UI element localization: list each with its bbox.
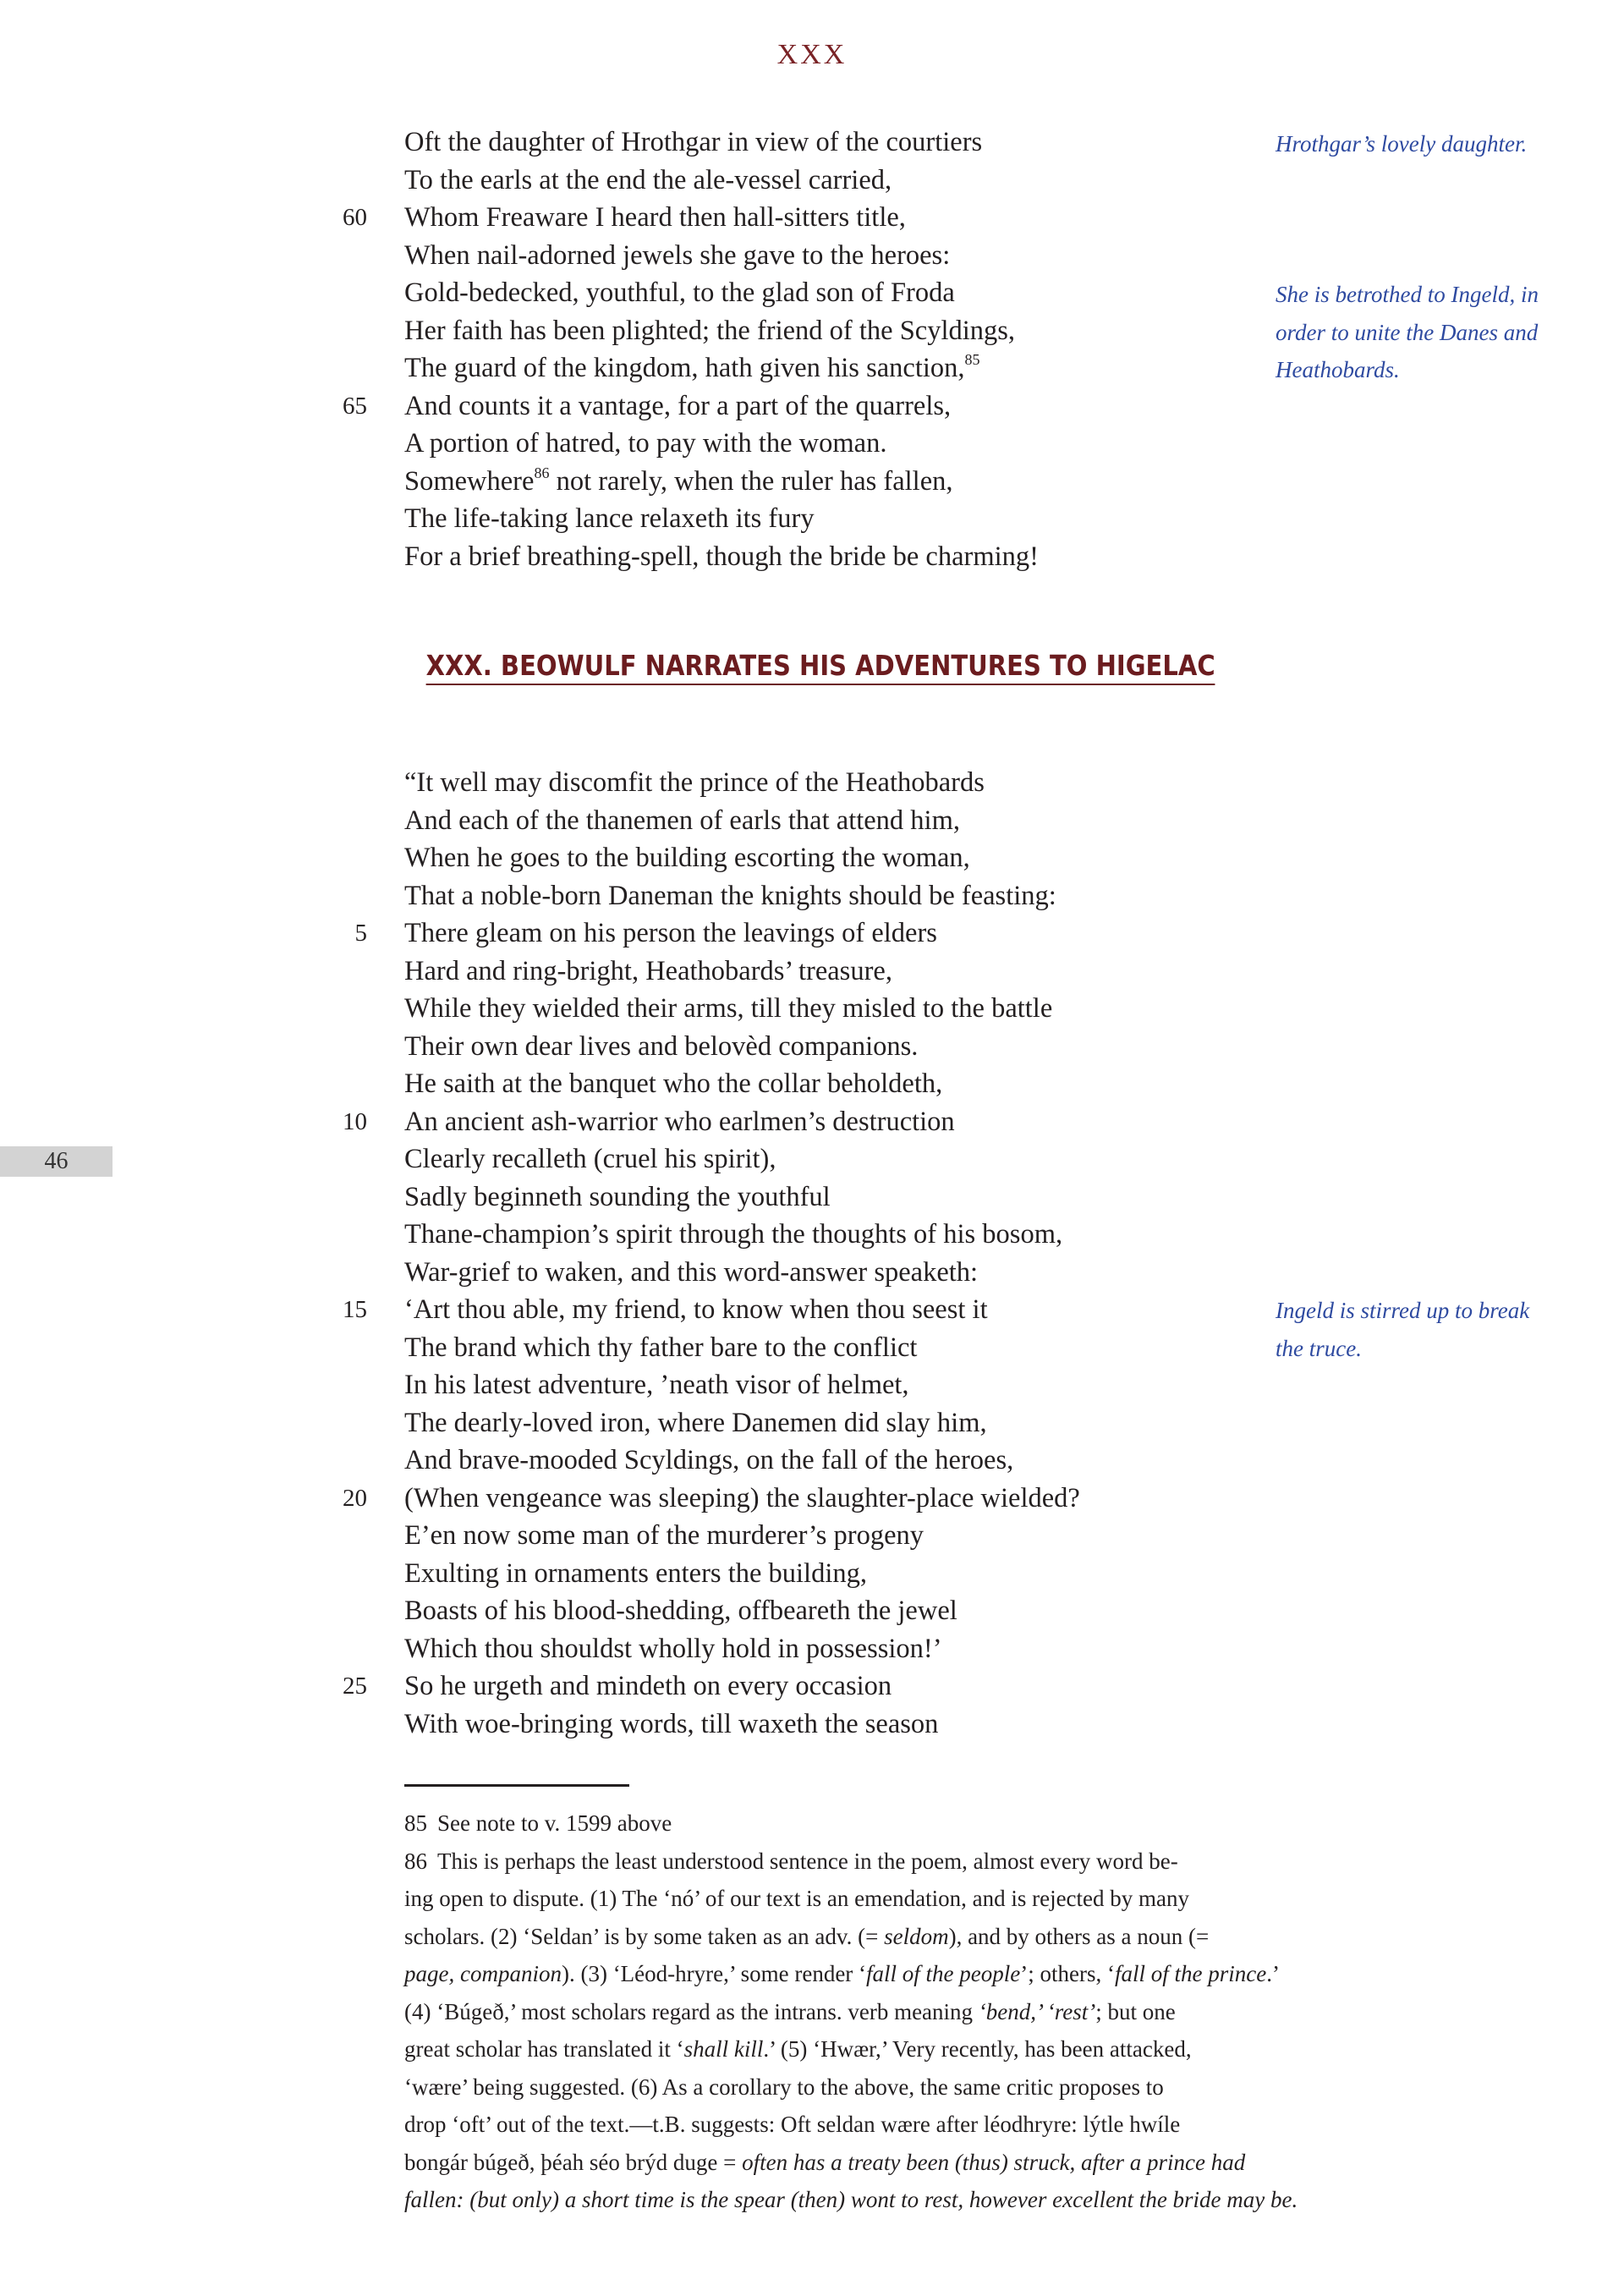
footnote-line (404, 1918, 1250, 1956)
verse-line: Whom Freaware I heard then hall-sitters title, (404, 202, 906, 233)
verse-line: With woe-bringing words, till waxeth the season (404, 1708, 939, 1739)
verse-line-start: Somewhere (404, 465, 535, 497)
verse-line: When he goes to the building escorting the woman, (404, 843, 970, 873)
footnote-text: ; but one (1095, 1998, 1176, 2024)
footnote-italic: page, companion (404, 1961, 562, 1986)
verse-line: There gleam on his person the leavings of elders (404, 918, 937, 948)
footnote-number: 85 (404, 1810, 427, 1836)
footnote-italic: fall of the prince (1114, 1961, 1267, 1986)
margin-note (1276, 1292, 1555, 1367)
footnote-line: ing open to dispute. (1) The ‘nó’ of our text is an emendation, and is rejected by many (404, 1886, 1190, 1911)
verse-line: “It well may discomfit the prince of the Heathobards (404, 767, 985, 798)
footnote-italic: fall of the people (866, 1961, 1021, 1986)
verse-line: While they wielded their arms, till they misled to the battle (404, 993, 1053, 1024)
footnote-86 (404, 1843, 1250, 1881)
footnote-number: 86 (404, 1848, 427, 1874)
footnote-line (404, 1955, 1280, 1993)
line-number: 5 (354, 920, 367, 947)
section-heading (0, 649, 1624, 685)
footnote-85 (404, 1804, 1250, 1843)
verse-line: Which thou shouldst wholly hold in possession!’ (404, 1633, 942, 1664)
verse-line: The dearly-loved iron, where Danemen did slay him, (404, 1407, 987, 1438)
footnote-text: bongár búgeð, þéah séo brýd duge = (404, 2149, 743, 2175)
verse-line: The brand which thy father bare to the conflict (404, 1332, 918, 1363)
verse-line: For a brief breathing-spell, though the bride be charming! (404, 541, 1039, 572)
margin-note (1276, 276, 1555, 389)
verse-line: War-grief to waken, and this word-answer speaketh: (404, 1256, 979, 1288)
verse-line: An ancient ash-warrior who earlmen’s destruction (404, 1106, 955, 1137)
footnote-text: This is perhaps the least understood sentence in the poem, almost every word be- (437, 1848, 1178, 1874)
footnote-line: drop ‘oft’ out of the text.—t.B. suggests: Oft seldan wære after léodhryre: lýtle hwíle (404, 2112, 1181, 2137)
verse-line: The life-taking lance relaxeth its fury (404, 503, 815, 534)
verse-line: And counts it a vantage, for a part of the quarrels, (404, 390, 952, 421)
footnote-text: scholars. (2) ‘Seldan’ is by some taken as an adv. (= (404, 1923, 885, 1949)
verse-line: When nail-adorned jewels she gave to the heroes: (404, 239, 951, 271)
footnote-ref[interactable]: 85 (964, 351, 980, 368)
line-number: 10 (343, 1107, 367, 1135)
footnote-italic: often has a treaty been (thus) struck, after a prince had (742, 2149, 1246, 2175)
footnote-text: .’ (5) ‘Hwær,’ Very recently, has been attacked, (763, 2036, 1192, 2062)
footnote-ref[interactable]: 86 (534, 464, 550, 481)
line-number: 65 (343, 392, 367, 420)
verse-line: He saith at the banquet who the collar beholdeth, (404, 1068, 943, 1099)
verse-line: Exulting in ornaments enters the building, (404, 1557, 867, 1589)
footnote-italic: ‘bend,’ ‘rest’ (978, 1998, 1096, 2024)
verse-line (404, 349, 980, 387)
margin-note-line: Heathobards. (1276, 357, 1400, 382)
footnote-text: (4) ‘Búgeð,’ most scholars regard as the intrans. verb meaning (404, 1998, 979, 2024)
margin-note: Hrothgar’s lovely daughter. (1276, 131, 1528, 157)
line-number: 20 (343, 1484, 367, 1512)
line-number: 25 (343, 1673, 367, 1700)
footnote-line: ‘wære’ being suggested. (6) As a corollary to the above, the same critic proposes to (404, 2074, 1164, 2100)
footnote-text: See note to v. 1599 above (437, 1810, 672, 1836)
verse-line (404, 463, 953, 501)
footnote-text: great scholar has translated it ‘ (404, 2036, 684, 2062)
footnote-line (404, 1993, 1250, 2031)
verse-line: Thane-champion’s spirit through the thoughts of his bosom, (404, 1219, 1063, 1250)
footnote-line (404, 2144, 1250, 2182)
running-head: XXX (776, 39, 848, 70)
page-number: 46 (0, 1146, 112, 1177)
verse-line: Hard and ring-bright, Heathobards’ treasure, (404, 955, 892, 986)
verse-line: E’en now some man of the murderer’s progeny (404, 1520, 924, 1551)
line-number: 15 (343, 1296, 367, 1323)
verse-line-text: not rarely, when the ruler has fallen, (549, 465, 953, 497)
verse-line: And each of the thanemen of earls that attend him, (404, 805, 960, 836)
margin-note-line: She is betrothed to Ingeld, in (1276, 282, 1539, 307)
verse-line: That a noble-born Daneman the knights should be feasting: (404, 880, 1056, 911)
margin-note-line: Ingeld is stirred up to break (1276, 1298, 1530, 1323)
margin-note-line: the truce. (1276, 1335, 1362, 1361)
footnote-italic: seldom (884, 1923, 949, 1949)
footnote-line: fallen: (but only) a short time is the spear (then) wont to rest, however excellent the bride may be. (404, 2187, 1298, 2212)
footnote-line (404, 2030, 1250, 2068)
verse-line: Oft the daughter of Hrothgar in view of the courtiers (404, 127, 983, 157)
verse-line: To the earls at the end the ale-vessel carried, (404, 164, 892, 195)
verse-line: Sadly beginneth sounding the youthful (404, 1181, 831, 1212)
footnote-text: .’ (1266, 1961, 1280, 1986)
section-title: XXX. BEOWULF NARRATES HIS ADVENTURES TO HIGELAC (425, 649, 1215, 685)
footnote-text: ’; others, ‘ (1020, 1961, 1115, 1986)
line-number: 60 (343, 204, 367, 231)
verse-line: Boasts of his blood-shedding, offbeareth the jewel (404, 1596, 957, 1626)
verse-line: Gold-bedecked, youthful, to the glad son of Froda (404, 277, 955, 308)
verse-line: (When vengeance was sleeping) the slaughter-place wielded? (404, 1482, 1080, 1513)
footnote-italic: shall kill (683, 2036, 764, 2062)
verse-line: And brave-mooded Scyldings, on the fall of the heroes, (404, 1445, 1014, 1475)
verse-line-text: The guard of the kingdom, hath given his sanction, (404, 353, 965, 383)
margin-note-line: order to unite the Danes and (1276, 319, 1539, 345)
verse-line: Clearly recalleth (cruel his spirit), (404, 1144, 776, 1174)
footnote-text: ), and by others as a noun (= (948, 1923, 1210, 1949)
footnotes (404, 1804, 1298, 2219)
verse-line: A portion of hatred, to pay with the woman. (404, 428, 887, 459)
verse-line: Their own dear lives and belovèd companions. (404, 1030, 919, 1062)
verse-line: In his latest adventure, ’neath visor of helmet, (404, 1370, 909, 1400)
footnote-text: ). (3) ‘Léod-hryre,’ some render ‘ (561, 1961, 867, 1986)
verse-line: ‘Art thou able, my friend, to know when thou seest it (404, 1294, 988, 1325)
footnote-rule (404, 1784, 629, 1787)
verse-line: So he urgeth and mindeth on every occasion (404, 1671, 892, 1701)
verse-line: Her faith has been plighted; the friend of the Scyldings, (404, 315, 1016, 346)
